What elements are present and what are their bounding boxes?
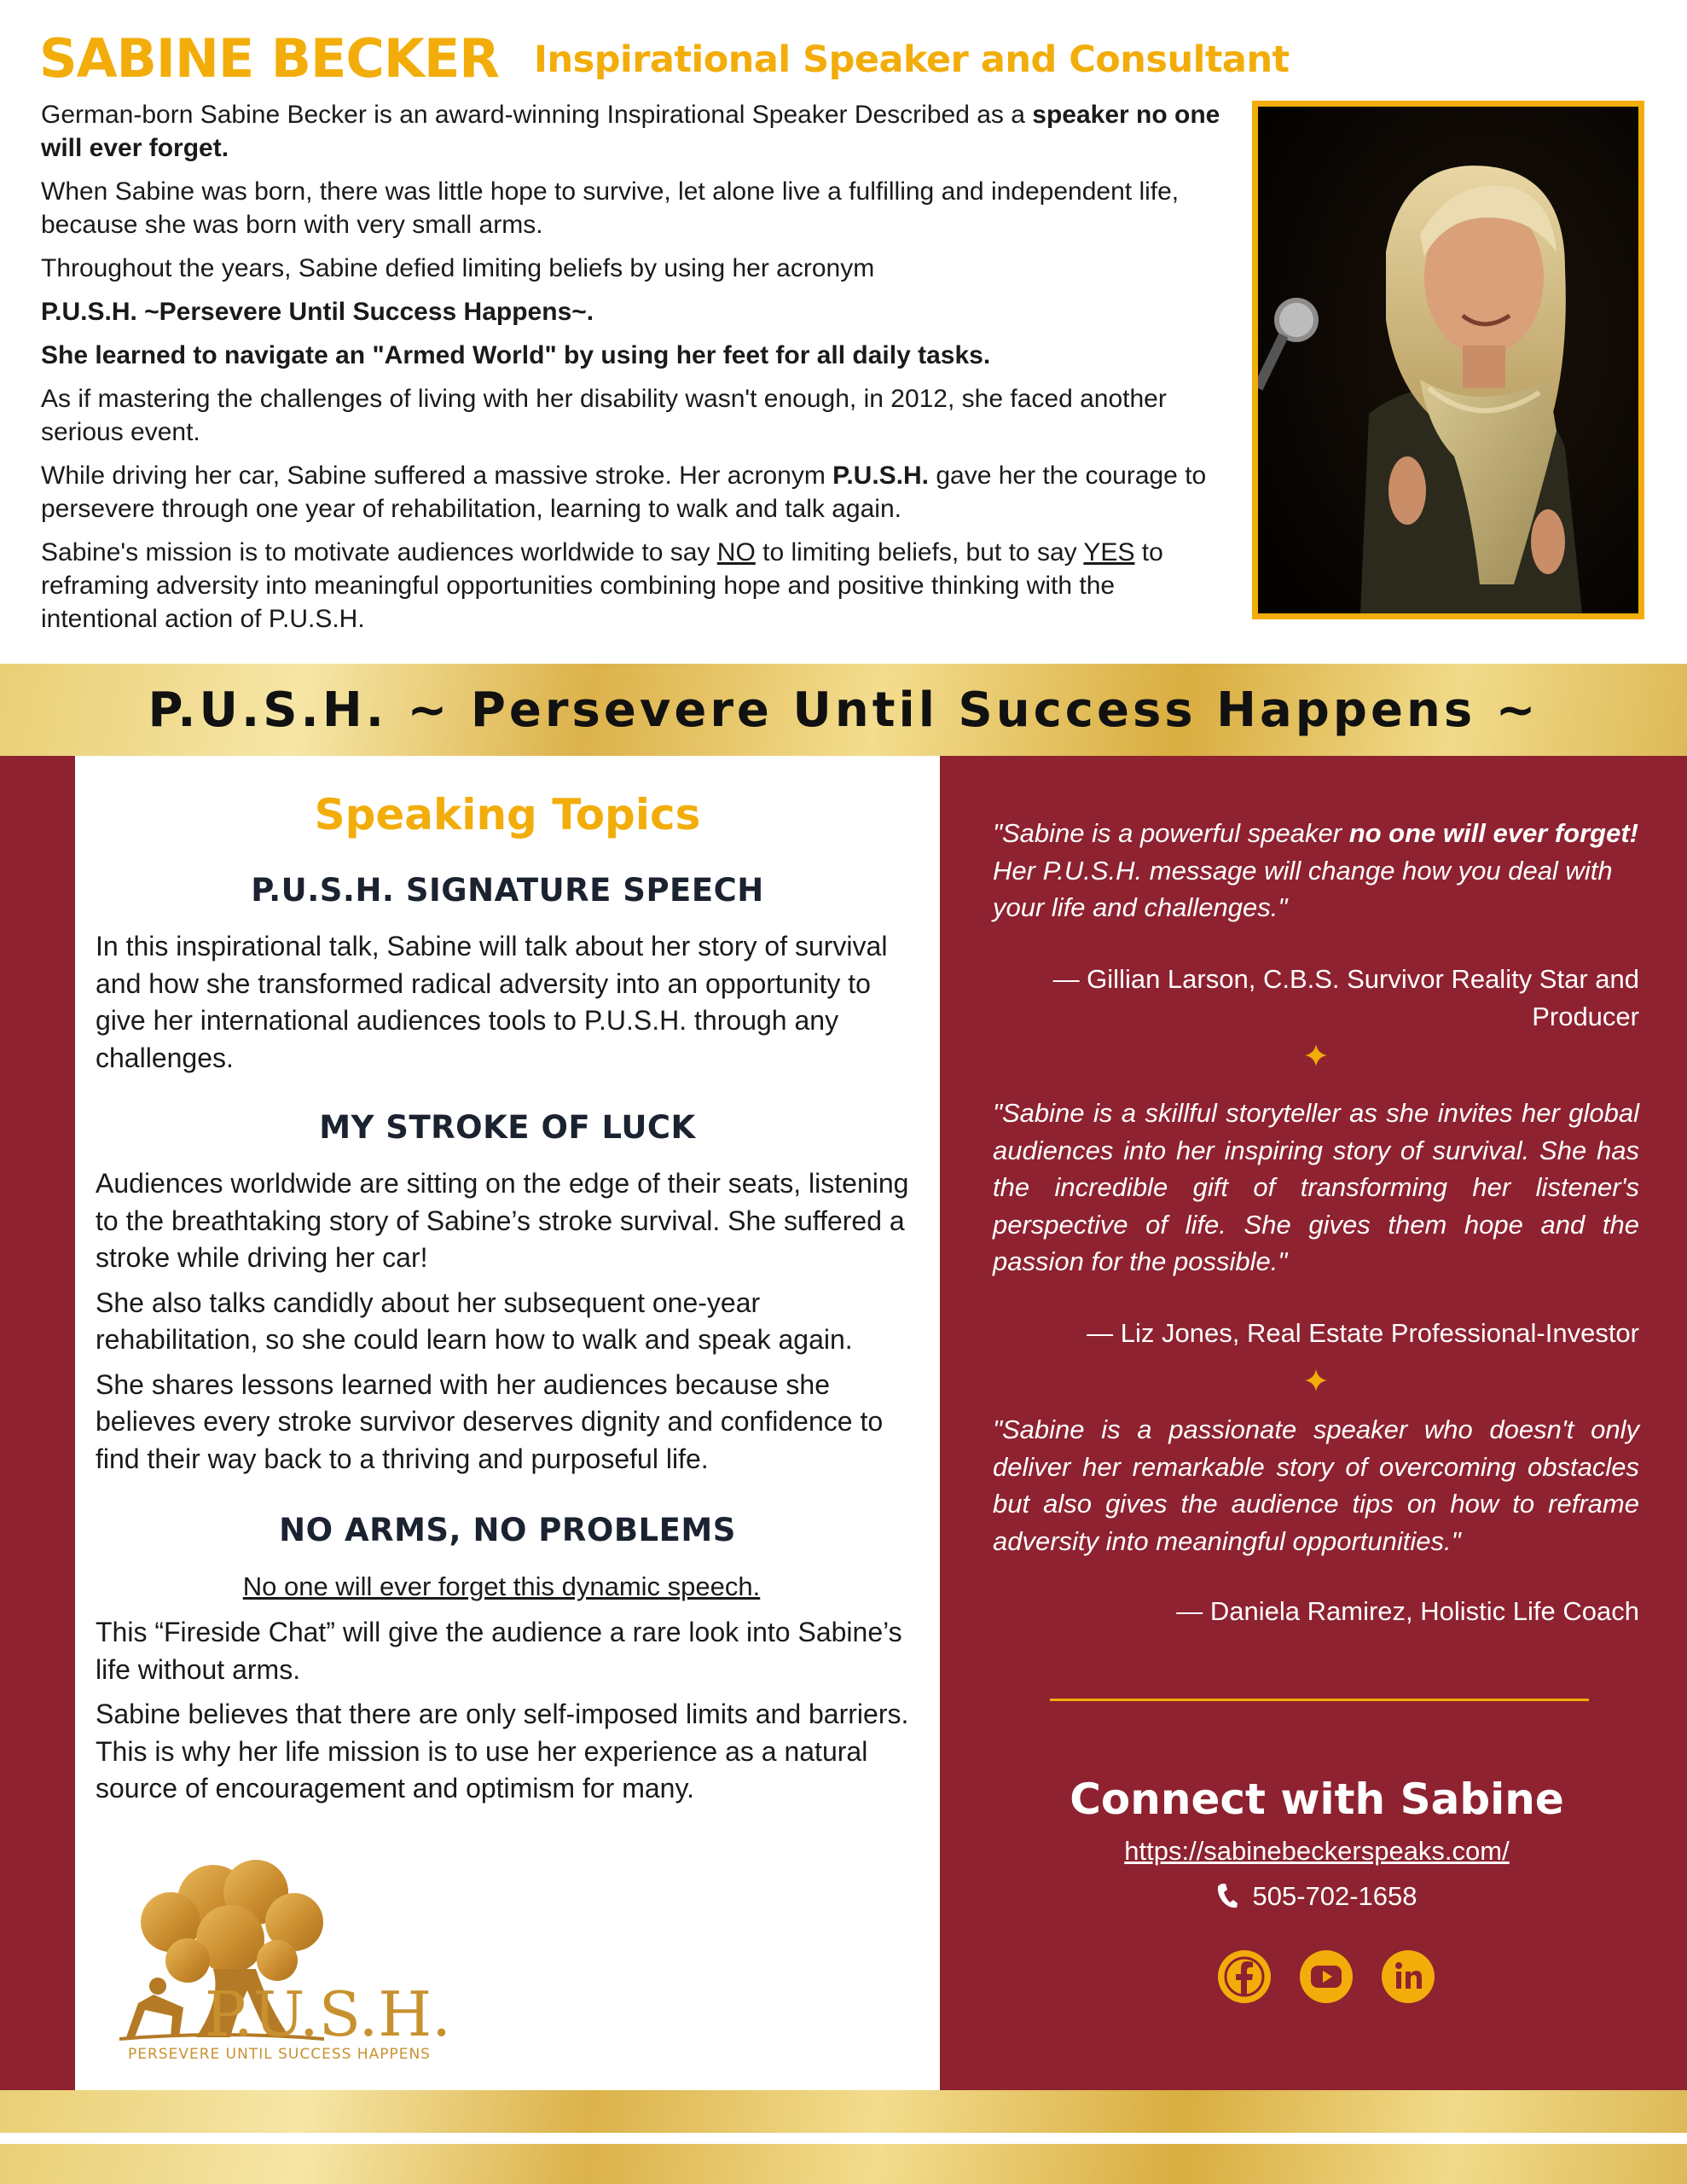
speaker-tagline: Inspirational Speaker and Consultant — [534, 38, 1290, 81]
speaking-topics-card — [75, 756, 940, 2090]
topic-paragraph: In this inspirational talk, Sabine will talk about her story of survival and how she transformed radical adversity into an opportunity to give her international audiences tools to P.U.S.H. through any challenges. — [96, 931, 888, 1073]
bio-section — [41, 98, 1235, 646]
banner-title: P.U.S.H. ~ Persevere Until Success Happens ~ — [148, 682, 1539, 738]
header — [39, 26, 1660, 94]
phone-text: 505-702-1658 — [1252, 1881, 1417, 1911]
logo-wordmark: P.U.S.H. — [205, 1978, 452, 2050]
logo-subline: PERSEVERE UNTIL SUCCESS HAPPENS — [128, 2046, 431, 2063]
speaker-photo — [1252, 101, 1644, 619]
topic-3-subtitle: No one will ever forget this dynamic speech. — [242, 1571, 761, 1601]
youtube-icon — [1300, 1950, 1353, 2003]
bio-paragraph: Sabine's mission is to motivate audiences worldwide to say NO to limiting beliefs, but to say YES to reframing adversity into meaningful opportunities combining hope and positive thinking with the intentional action of P.U.S.H. — [41, 538, 1163, 633]
topic-paragraph: Sabine believes that there are only self-imposed limits and barriers. This is why her life mission is to use her experience as a natural source of encouragement and optimism for many. — [96, 1699, 909, 1804]
bio-paragraph: She learned to navigate an "Armed World" by using her feet for all daily tasks. — [41, 341, 991, 369]
push-logo — [119, 1841, 512, 2063]
topic-paragraph: She shares lessons learned with her audiences because she believes every stroke survivor deserves dignity and confidence to find their way back to a thriving and purposeful life. — [96, 1368, 884, 1474]
facebook-link[interactable] — [1218, 1950, 1271, 2003]
speaker-name: SABINE BECKER — [39, 27, 500, 90]
sparkle-icon — [1303, 1043, 1329, 1068]
phone-number[interactable] — [942, 1881, 1687, 1912]
bio-paragraph: When Sabine was born, there was little hope to survive, let alone live a fulfilling and independent life, because she was born with very small arms. — [41, 177, 1180, 239]
topic-paragraph: Audiences worldwide are sitting on the edge of their seats, listening to the breathtaking story of Sabine’s stroke survival. She suffered a stroke while driving her car! — [96, 1168, 909, 1273]
topic-1-body — [96, 928, 914, 1084]
topic-3-title: NO ARMS, NO PROBLEMS — [279, 1512, 736, 1548]
linkedin-link[interactable] — [1382, 1950, 1435, 2003]
push-banner — [0, 664, 1687, 756]
phone-icon — [1216, 1882, 1238, 1909]
speaking-topics-title: Speaking Topics — [314, 790, 701, 839]
topic-paragraph: She also talks candidly about her subsequent one-year rehabilitation, so she could learn how to walk and speak again. — [96, 1287, 853, 1355]
footer-divider — [0, 2133, 1687, 2144]
connect-title: Connect with Sabine — [1070, 1774, 1564, 1824]
footer-gold-band — [0, 2144, 1687, 2184]
facebook-icon — [1218, 1950, 1271, 2003]
topic-2-title: MY STROKE OF LUCK — [319, 1109, 696, 1146]
website-link[interactable]: https://sabinebeckerspeaks.com/ — [1124, 1836, 1510, 1866]
testimonial-2-quote: "Sabine is a skillful storyteller as she invites her global audiences into her inspiring story of survival. She has the incredible gift of transforming her listener's perspective of life. She gives them hope and the passion for the possible." — [993, 1098, 1639, 1276]
sparkle-icon — [1303, 1368, 1329, 1393]
testimonial-1-author: — Gillian Larson, C.B.S. Survivor Reality Star and Producer — [1052, 964, 1639, 1031]
topic-2-body — [96, 1165, 914, 1485]
bio-paragraph: While driving her car, Sabine suffered a massive stroke. Her acronym P.U.S.H. gave her the courage to persevere through one year of rehabilitation, learning to walk and talk again. — [41, 462, 1207, 523]
bio-paragraph: Throughout the years, Sabine defied limiting beliefs by using her acronym — [41, 254, 875, 282]
speaker-portrait-image — [1258, 107, 1638, 613]
footer-gold-band — [0, 2090, 1687, 2133]
topic-3-body — [96, 1614, 914, 1815]
testimonial-3-quote: "Sabine is a passionate speaker who doesn't only deliver her remarkable story of overcoming obstacles but also gives the audience tips on how to reframe adversity into meaningful opportunities." — [993, 1414, 1639, 1556]
tree-logo-icon — [119, 1841, 512, 2063]
topic-1-title: P.U.S.H. SIGNATURE SPEECH — [251, 872, 764, 909]
social-links — [1218, 1950, 1440, 2005]
section-divider — [1050, 1699, 1589, 1701]
bio-paragraph: German-born Sabine Becker is an award-winning Inspirational Speaker Described as a speaker no one will ever forget. — [41, 101, 1220, 162]
testimonial-1-quote: "Sabine is a powerful speaker no one will ever forget! Her P.U.S.H. message will change how you deal with your life and challenges." — [993, 818, 1639, 922]
bio-paragraph: As if mastering the challenges of living with her disability wasn't enough, in 2012, she faced another serious event. — [41, 385, 1167, 446]
testimonial-2-author: — Liz Jones, Real Estate Professional-Investor — [1087, 1318, 1639, 1348]
youtube-link[interactable] — [1300, 1950, 1353, 2003]
linkedin-icon — [1382, 1950, 1435, 2003]
bio-paragraph: P.U.S.H. ~Persevere Until Success Happens~. — [41, 298, 594, 326]
testimonial-3-author: — Daniela Ramirez, Holistic Life Coach — [1176, 1596, 1639, 1626]
topic-paragraph: This “Fireside Chat” will give the audience a rare look into Sabine’s life without arms. — [96, 1617, 902, 1685]
